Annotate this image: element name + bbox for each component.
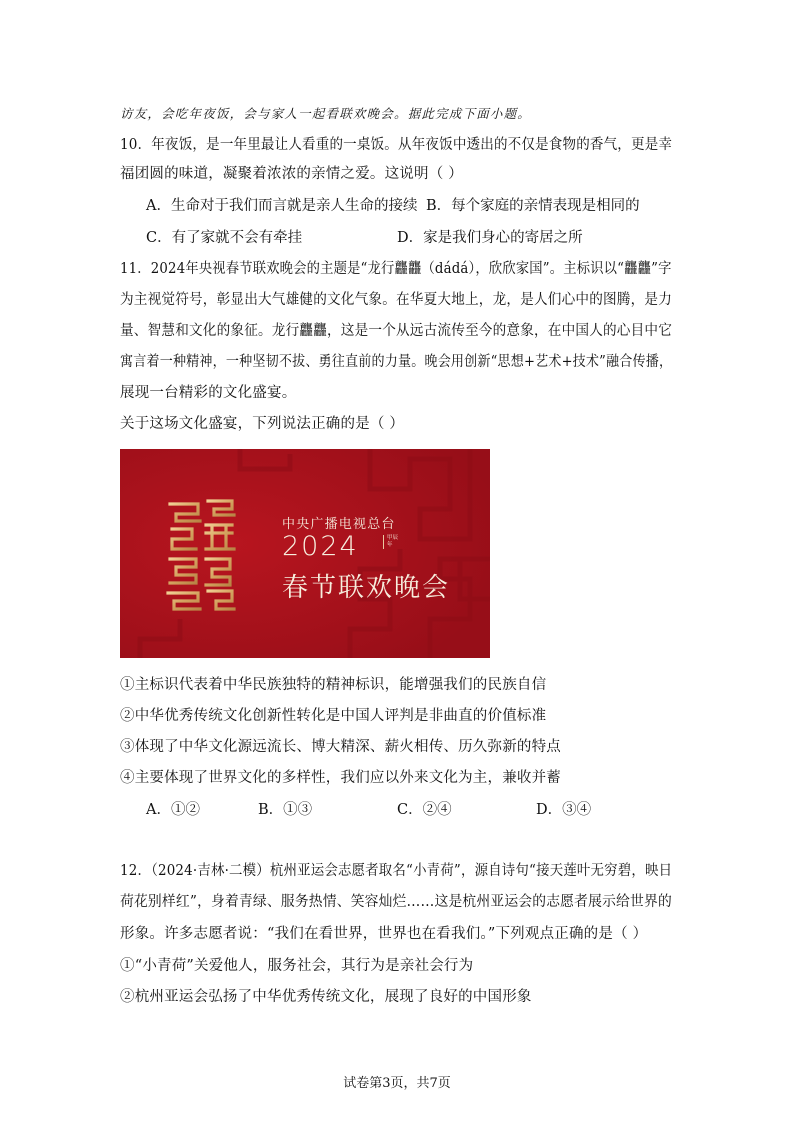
banner-year-tag: 甲辰年	[383, 535, 403, 549]
q11-option-a: A．①②	[146, 802, 200, 818]
banner-org-name: 中央广播电视总台	[282, 517, 396, 532]
gala-logo-banner	[120, 449, 490, 658]
q12-stem-line-3: 形象。许多志愿者说：“我们在看世界，世界也在看我们。”下列观点正确的是（ ）	[120, 926, 648, 942]
q11-stem-line-6: 关于这场文化盛宴，下列说法正确的是（ ）	[120, 416, 405, 432]
q11-option-c: C．②④	[397, 802, 452, 818]
q11-statement-1: ①主标识代表着中华民族独特的精神标识，能增强我们的民族自信	[120, 677, 547, 693]
q10-option-c: C．有了家就不会有牵挂	[146, 230, 303, 246]
q11-stem-line-2: 为主视觉符号，彰显出大气雄健的文化气象。在华夏大地上，龙，是人们心中的图腾，是力	[120, 292, 672, 308]
q11-stem-line-5: 展现一台精彩的文化盛宴。	[120, 385, 297, 401]
q11-stem-line-1: 11．2024年央视春节联欢晚会的主题是“龙行龘龘（dádá），欣欣家国”。主标识以“龘龘”字	[120, 261, 672, 277]
q11-statement-4: ④主要体现了世界文化的多样性，我们应以外来文化为主，兼收并蓄	[120, 770, 561, 786]
q12-stem-line-1: 12．（2024·吉林·二模）杭州亚运会志愿者取名“小青荷”，源自诗句“接天莲叶无穷碧，映日	[120, 863, 673, 879]
q10-stem-line-2: 福团圆的味道，凝聚着浓浓的亲情之爱。这说明（ ）	[120, 166, 463, 182]
q11-statement-2: ②中华优秀传统文化创新性转化是中国人评判是非曲直的价值标准	[120, 708, 547, 724]
q11-stem-line-3: 量、智慧和文化的象征。龙行龘龘，这是一个从远古流传至今的意象，在中国人的心目中它	[120, 323, 672, 339]
banner-gala-title: 春节联欢晚会	[282, 573, 451, 603]
q12-statement-2: ②杭州亚运会弘扬了中华优秀传统文化，展现了良好的中国形象	[120, 989, 532, 1005]
q12-statement-1: ①“小青荷”关爱他人，服务社会，其行为是亲社会行为	[120, 958, 474, 974]
intro-line: 访友，会吃年夜饭，会与家人一起看联欢晚会。据此完成下面小题。	[120, 106, 532, 121]
q10-option-d: D．家是我们身心的寄居之所	[397, 230, 583, 246]
q11-option-d: D．③④	[536, 802, 592, 818]
q11-option-b: B．①③	[258, 802, 313, 818]
page-footer: 试卷第3页，共7页	[343, 1076, 451, 1091]
q10-option-b: B．每个家庭的亲情表现是相同的	[426, 198, 640, 214]
q12-stem-line-2: 荷花别样红”，身着青绿、服务热情、笑容灿烂……这是杭州亚运会的志愿者展示给世界的	[120, 894, 672, 910]
q11-stem-line-4: 寓言着一种精神，一种坚韧不拔、勇往直前的力量。晚会用创新“思想+艺术+技术”融合传播，	[120, 354, 673, 370]
banner-year: 2024	[282, 531, 359, 562]
q10-stem-line-1: 10．年夜饭，是一年里最让人看重的一桌饭。从年夜饭中透出的不仅是食物的香气，更是幸	[120, 137, 673, 153]
q11-statement-3: ③体现了中华文化源远流长、博大精深、薪火相传、历久弥新的特点	[120, 739, 561, 755]
q10-option-a: A．生命对于我们而言就是亲人生命的接续	[146, 198, 418, 214]
